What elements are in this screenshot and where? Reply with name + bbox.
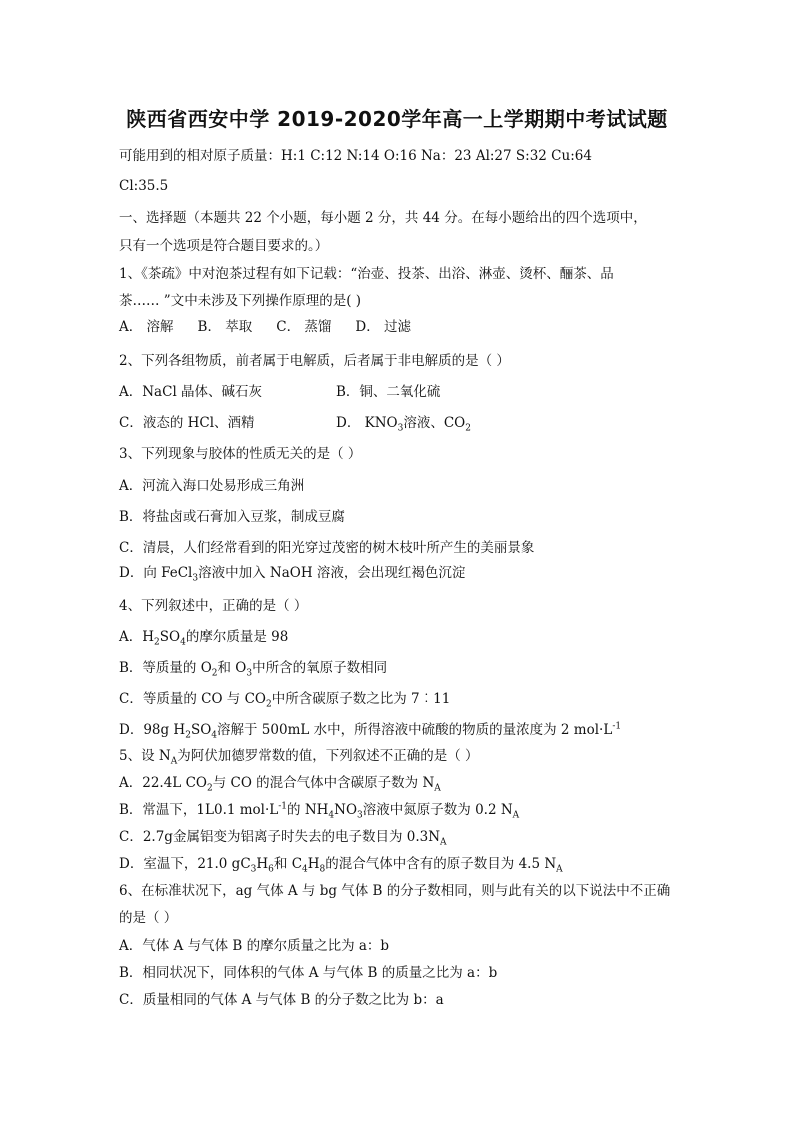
q2-option-a: A．NaCl 晶体、碱石灰 [119, 384, 263, 400]
q1-option-b: B． 萃取 [197, 319, 253, 335]
q5-stem: 5、设 $N_A$为阿伏加德罗常数的值，下列叙述不正确的是（ ） [119, 748, 479, 767]
q5-option-b: B．常温下，1L0.1 $mol\cdot L^{-1}$的 $NH_4NO_3$溶液中氮原子数为 0.2 $N_A$ [119, 801, 520, 821]
q1-option-a: A． 溶解 [119, 319, 174, 335]
q6-option-c: C．质量相同的气体 A 与气体 B 的分子数之比为 b：a [119, 992, 444, 1008]
q5-option-a: A．22.4L $CO_2$与 CO 的混合气体中含碳原子数为 $N_A$ [119, 775, 441, 794]
q2-options-row-2 [119, 414, 679, 432]
q6-stem-line-1: 6、在标准状况下，ag 气体 A 与 bg 气体 B 的分子数相同，则与此有关的以下说法中不正确 [119, 883, 671, 899]
q4-option-a: A．$H_2SO_4$的摩尔质量是 98 [119, 629, 289, 648]
q2-option-b: B．铜、二氧化硫 [336, 384, 441, 400]
q3-option-d: D．向 FeCl$_3$溶液中加入 NaOH 溶液，会出现红褐色沉淀 [119, 565, 466, 584]
q6-option-b: B．相同状况下，同体积的气体 A 与气体 B 的质量之比为 a：b [119, 965, 498, 981]
q4-option-c: C．等质量的 CO 与 $CO_2$中所含碳原子数之比为 7︰11 [119, 691, 451, 710]
q4-stem: 4、下列叙述中，正确的是（ ） [119, 598, 308, 614]
q1-option-d: D． 过滤 [355, 319, 412, 335]
q1-stem-line-2: 茶…… ”文中未涉及下列操作原理的是( ) [119, 293, 362, 309]
atomic-masses-line-2: Cl:35.5 [119, 178, 169, 194]
q5-option-d: D．室温下，21.0 $gC_3H_6$和 $C_4H_8$的混合气体中含有的原子数目为 4.5 $N_A$ [119, 856, 563, 875]
q1-option-c: C． 蒸馏 [276, 319, 332, 335]
q1-options [119, 318, 411, 336]
q6-option-a: A．气体 A 与气体 B 的摩尔质量之比为 a：b [119, 938, 390, 954]
q1-stem-line-1: 1、《茶疏》中对泡茶过程有如下记载：“治壶、投茶、出浴、淋壶、烫杯、酾茶、品 [119, 266, 614, 282]
q6-stem-line-2: 的是（ ） [119, 910, 178, 926]
section-header-line-2: 只有一个选项是符合题目要求的。） [119, 238, 329, 254]
q2-options-row-1 [119, 383, 679, 401]
q2-option-d: D． $KNO_3$溶液、$CO_2$ [336, 415, 471, 434]
q4-option-d: D．98g $H_2SO_4$溶解于 500mL 水中，所得溶液中硫酸的物质的量浓度为 2 $mol\cdot L^{-1}$ [119, 721, 622, 741]
q2-stem: 2、下列各组物质，前者属于电解质，后者属于非电解质的是（ ） [119, 353, 510, 369]
q4-option-b: B．等质量的 $O_2$和 $O_3$中所含的氧原子数相同 [119, 660, 388, 679]
page-title: 陕西省西安中学 2019-2020学年高一上学期期中考试试题 [126, 107, 668, 131]
q5-option-c: C．2.7g金属铝变为铝离子时失去的电子数目为 $0.3N_A$ [119, 829, 447, 848]
q2-option-c: C．液态的 HCl、酒精 [119, 415, 255, 431]
q3-option-b: B．将盐卤或石膏加入豆浆，制成豆腐 [119, 509, 345, 525]
q3-option-c: C．清晨，人们经常看到的阳光穿过茂密的树木枝叶所产生的美丽景象 [119, 540, 535, 556]
atomic-masses-line-1: 可能用到的相对原子质量：H:1 C:12 N:14 O:16 Na：23 Al:27 S:32 Cu:64 [119, 148, 592, 164]
q3-stem: 3、下列现象与胶体的性质无关的是（ ） [119, 446, 362, 462]
section-header-line-1: 一、选择题（本题共 22 个小题，每小题 2 分，共 44 分。在每小题给出的四个选项中， [119, 210, 647, 226]
q3-option-a: A．河流入海口处易形成三角洲 [119, 478, 305, 494]
